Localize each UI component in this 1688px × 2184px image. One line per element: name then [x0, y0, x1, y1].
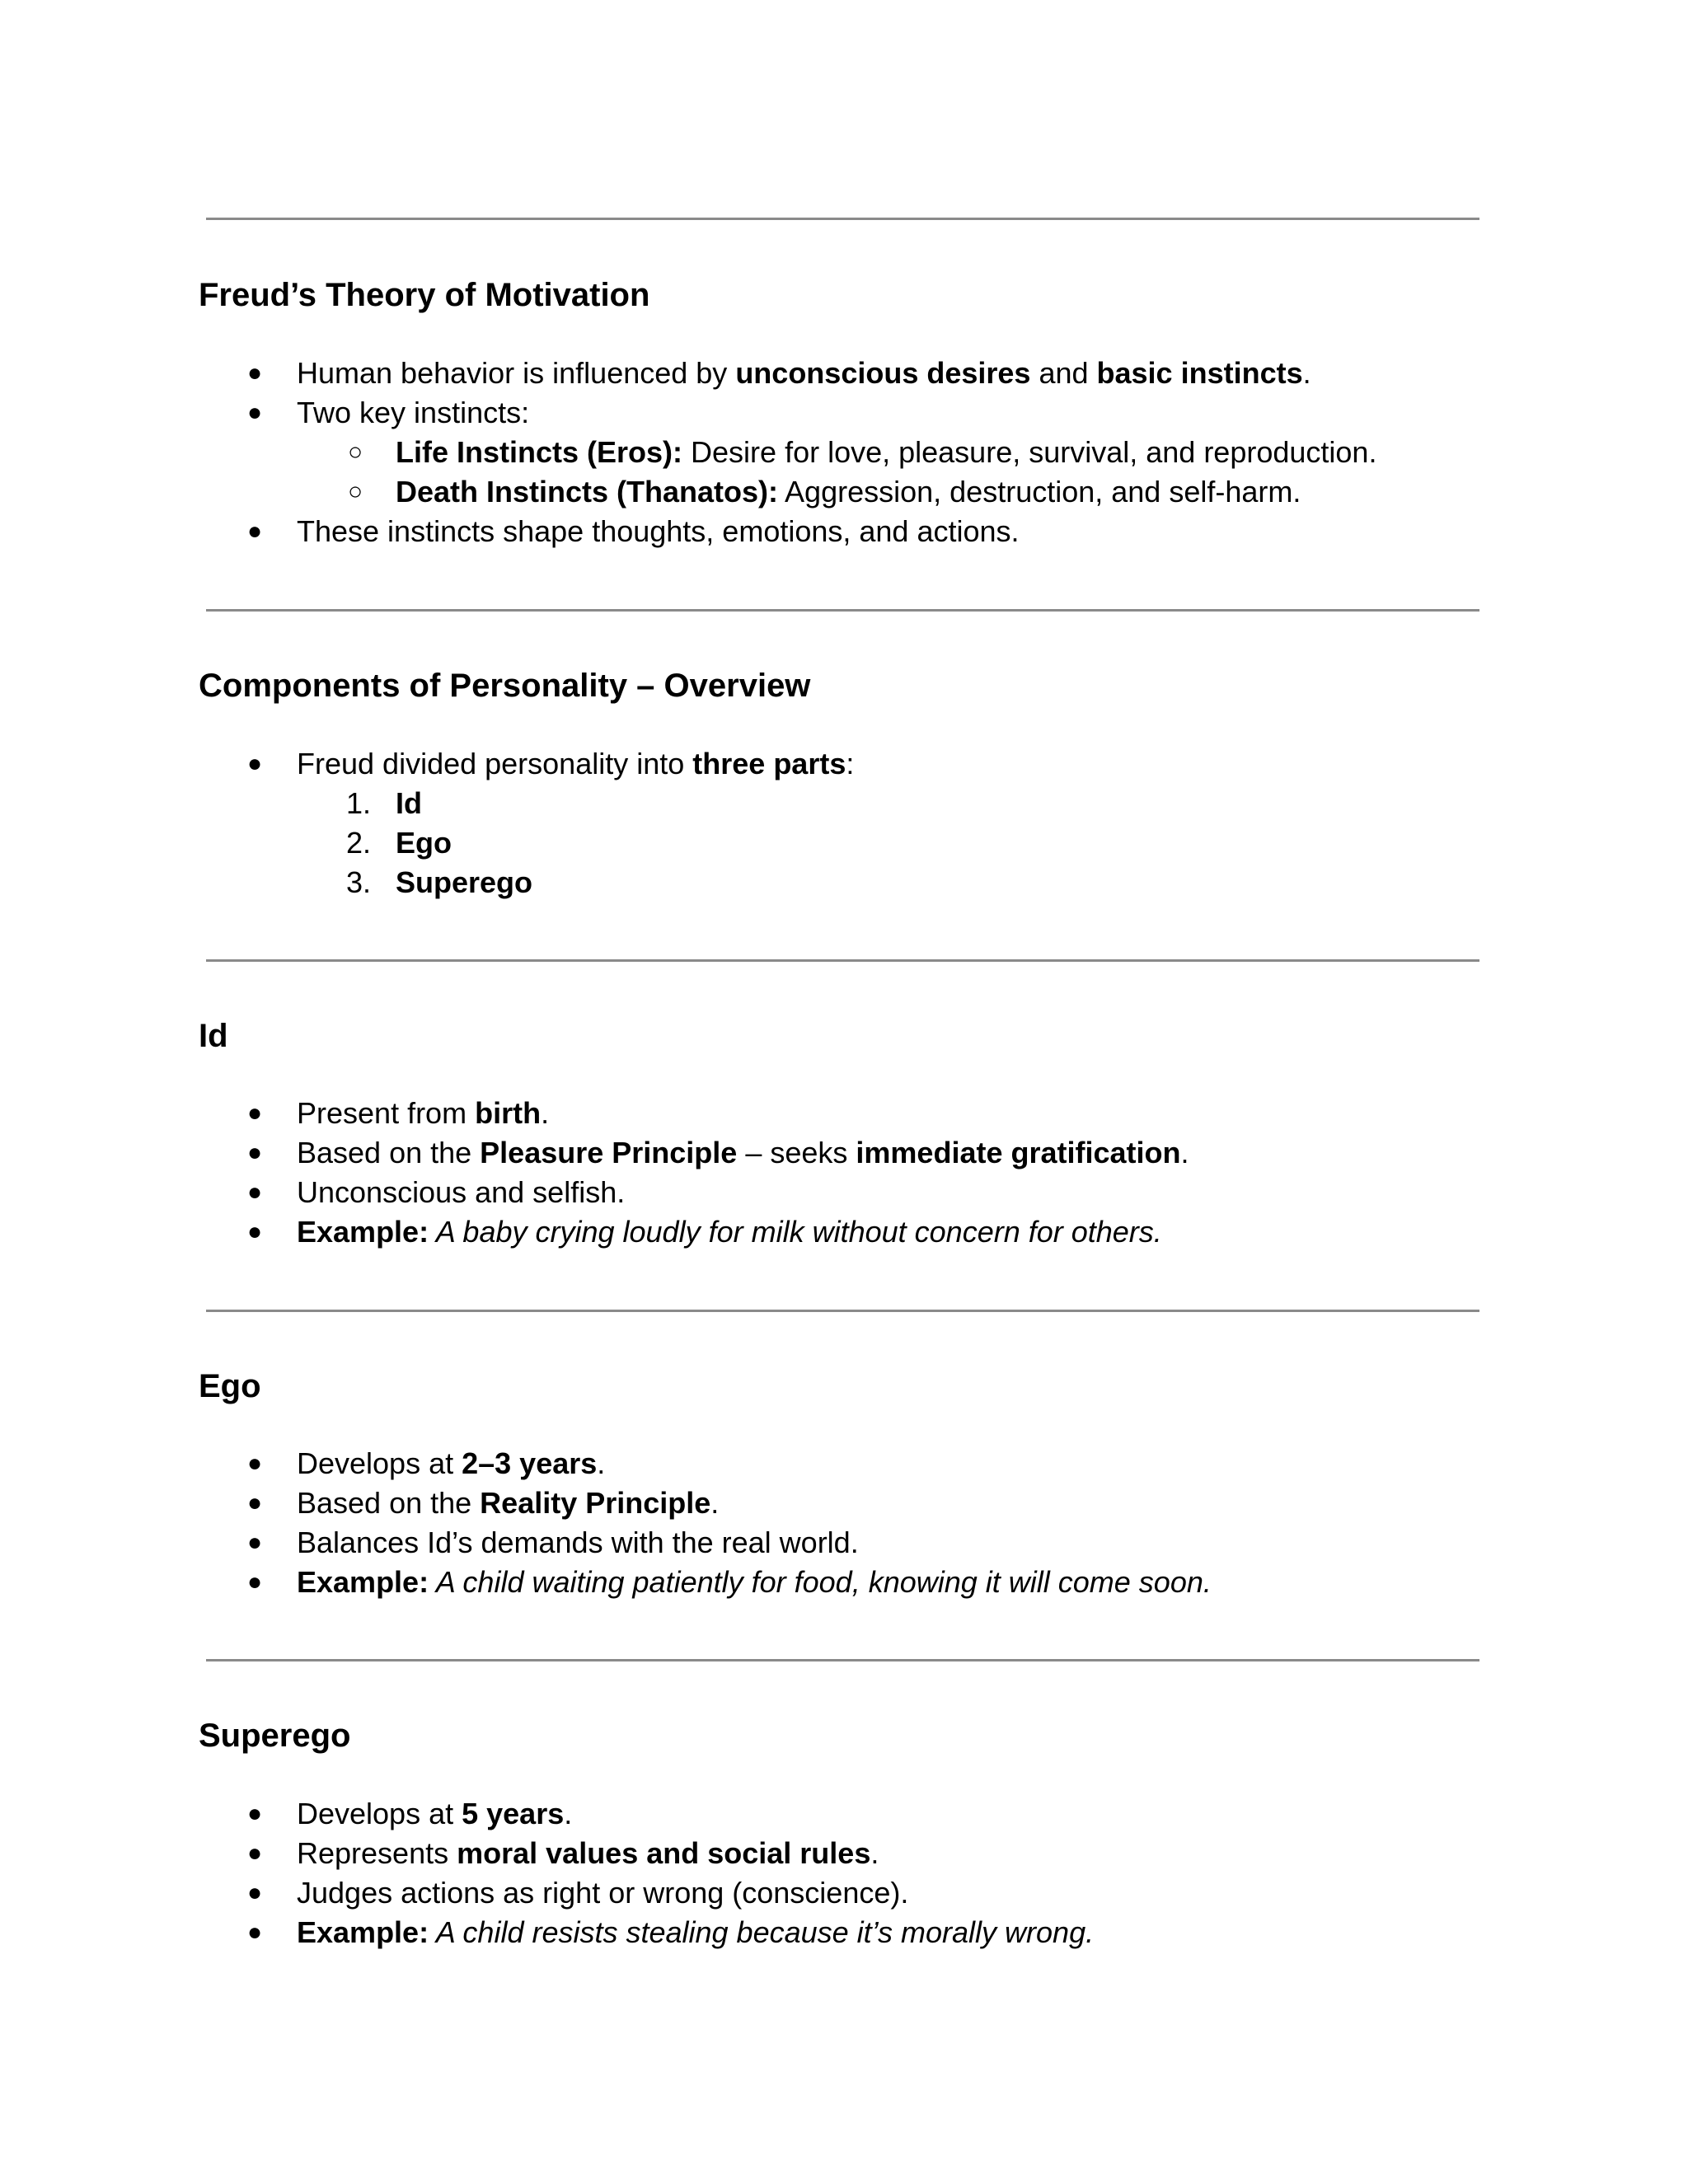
list-number: 1. — [346, 786, 372, 820]
bullet-icon: ● — [247, 359, 263, 387]
horizontal-rule — [206, 609, 1479, 612]
numbered-item: 1. Id — [396, 783, 422, 823]
list-item: ● Unconscious and selfish. — [297, 1172, 625, 1212]
sub-list-item: ○ Life Instincts (Eros): Desire for love, pleasure, survival, and reproduction. — [396, 432, 1376, 472]
list-item: ● Example: A child resists stealing because it’s morally wrong. — [297, 1912, 1094, 1952]
horizontal-rule — [206, 959, 1479, 962]
list-item: ● Based on the Reality Principle. — [297, 1483, 719, 1523]
bullet-icon: ● — [247, 750, 263, 777]
bullet-icon: ● — [247, 1529, 263, 1556]
section-heading-ego: Ego — [199, 1368, 261, 1404]
section-heading-id: Id — [199, 1018, 228, 1054]
list-number: 2. — [346, 826, 372, 860]
numbered-item: 2. Ego — [396, 823, 452, 863]
bullet-icon: ● — [247, 518, 263, 545]
list-item: ● Two key instincts: — [297, 392, 529, 433]
section-heading-motivation: Freud’s Theory of Motivation — [199, 277, 650, 313]
bullet-icon: ● — [247, 1919, 263, 1946]
list-item: ● Develops at 2–3 years. — [297, 1443, 605, 1483]
bullet-icon: ● — [247, 1218, 263, 1245]
list-item: ● Present from birth. — [297, 1093, 549, 1133]
horizontal-rule — [206, 218, 1479, 220]
bullet-icon: ● — [247, 1179, 263, 1206]
list-item: ● Based on the Pleasure Principle – seeks immediate gratification. — [297, 1132, 1189, 1173]
bullet-icon: ● — [247, 1800, 263, 1827]
section-heading-superego: Superego — [199, 1718, 351, 1754]
list-item: ● Human behavior is influenced by unconscious desires and basic instincts. — [297, 353, 1311, 393]
list-item: ● Example: A baby crying loudly for milk without concern for others. — [297, 1212, 1162, 1252]
bullet-icon: ● — [247, 1879, 263, 1906]
section-heading-components: Components of Personality – Overview — [199, 668, 811, 704]
bullet-icon: ● — [247, 1489, 263, 1516]
numbered-item: 3. Superego — [396, 862, 532, 902]
bullet-icon: ● — [247, 1450, 263, 1477]
list-item: ● Represents moral values and social rules. — [297, 1833, 879, 1873]
sub-list-item: ○ Death Instincts (Thanatos): Aggression, destruction, and self-harm. — [396, 471, 1301, 512]
list-item: ● Balances Id’s demands with the real world. — [297, 1522, 859, 1563]
circle-bullet-icon: ○ — [348, 438, 363, 466]
circle-bullet-icon: ○ — [348, 478, 363, 505]
list-item: ● Freud divided personality into three parts: — [297, 743, 854, 784]
list-item: ● Develops at 5 years. — [297, 1793, 572, 1834]
list-item: ● Example: A child waiting patiently for food, knowing it will come soon. — [297, 1562, 1212, 1602]
horizontal-rule — [206, 1659, 1479, 1661]
bullet-icon: ● — [247, 399, 263, 426]
list-number: 3. — [346, 865, 372, 899]
bullet-icon: ● — [247, 1139, 263, 1166]
bullet-icon: ● — [247, 1840, 263, 1867]
bullet-icon: ● — [247, 1099, 263, 1127]
horizontal-rule — [206, 1310, 1479, 1312]
list-item: ● These instincts shape thoughts, emotions, and actions. — [297, 511, 1020, 551]
list-item: ● Judges actions as right or wrong (conscience). — [297, 1872, 908, 1913]
bullet-icon: ● — [247, 1568, 263, 1596]
